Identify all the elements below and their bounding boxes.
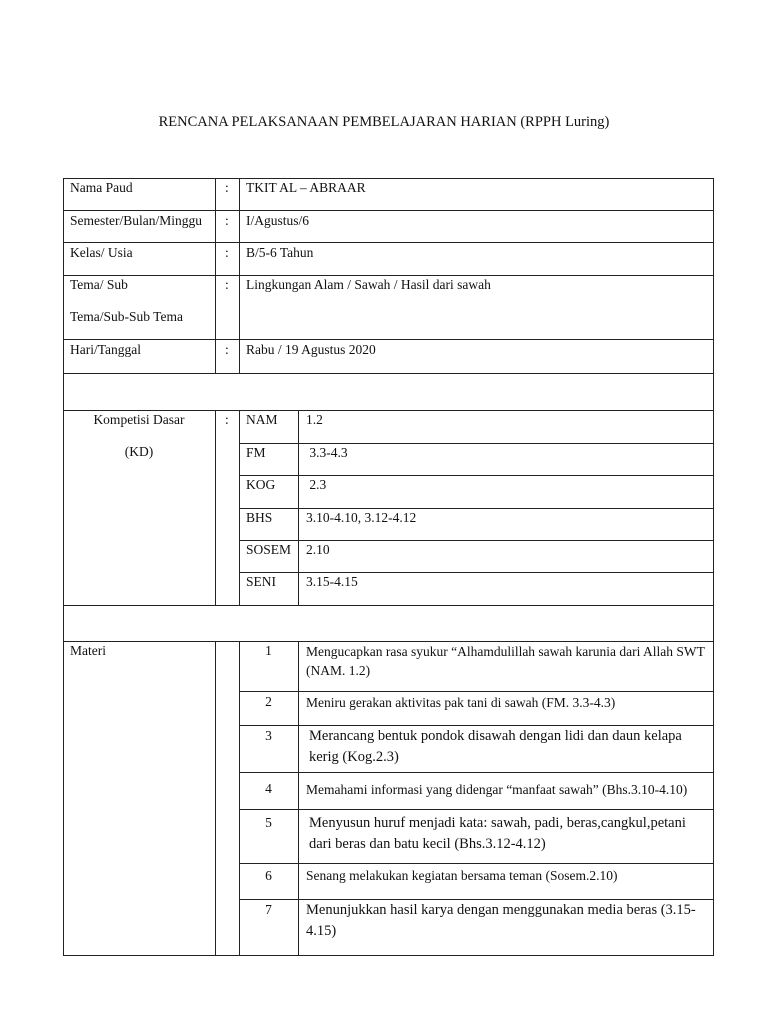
colon: :: [225, 342, 229, 357]
materi-label: Materi: [70, 643, 106, 658]
colon: :: [225, 245, 229, 260]
materi-item: Merancang bentuk pondok disawah dengan lidi dan daun kelapa kerig (Kog.2.3): [309, 728, 682, 765]
kd-code: NAM: [246, 412, 278, 427]
kd-row-divider: [239, 443, 714, 444]
kd-value: 2.3: [306, 477, 327, 492]
materi-row-divider: [239, 691, 714, 692]
materi-row-divider: [239, 863, 714, 864]
kd-code: SOSEM: [246, 542, 292, 557]
materi-item: Memahami informasi yang didengar “manfaat sawah” (Bhs.3.10-4.10): [306, 782, 688, 797]
kd-code: BHS: [246, 510, 273, 525]
row-divider: [63, 242, 714, 243]
kd-value: 1.2: [306, 412, 323, 427]
colon: :: [225, 180, 229, 195]
materi-row-divider: [239, 809, 714, 810]
col-divider: [215, 641, 216, 956]
hari-tanggal-value: Rabu / 19 Agustus 2020: [246, 342, 376, 357]
semester-value: I/Agustus/6: [246, 213, 310, 228]
materi-number: 3: [265, 728, 272, 743]
materi-number: 1: [265, 643, 272, 658]
materi-item: Mengucapkan rasa syukur “Alhamdulillah sawah karunia dari Allah SWT (NAM. 1.2): [306, 644, 705, 678]
materi-item: Senang melakukan kegiatan bersama teman (Sosem.2.10): [306, 868, 618, 883]
colon: :: [225, 277, 229, 292]
materi-item: Menyusun huruf menjadi kata: sawah, padi, beras,cangkul,petani dari beras dan batu kecil (Bhs.3.12-4.12): [309, 815, 686, 852]
materi-item: Menunjukkan hasil karya dengan menggunakan media beras (3.15-4.15): [306, 902, 696, 939]
row-divider: [63, 410, 714, 411]
row-divider: [63, 275, 714, 276]
col-divider: [215, 410, 216, 605]
kd-label-line-1: Kompetisi Dasar: [93, 412, 185, 427]
nama-paud-label: Nama Paud: [70, 180, 133, 195]
semester-label: Semester/Bulan/Minggu: [70, 213, 202, 228]
tema-label-line-2: Tema/Sub-Sub Tema: [70, 309, 183, 324]
kd-row-divider: [239, 475, 714, 476]
materi-number: 2: [265, 694, 272, 709]
kd-code: KOG: [246, 477, 276, 492]
tema-label-line-1: Tema/ Sub: [70, 277, 128, 292]
kd-code: SENI: [246, 574, 276, 589]
col-divider: [215, 178, 216, 373]
hari-tanggal-label: Hari/Tanggal: [70, 342, 142, 357]
row-divider: [63, 210, 714, 211]
colon: :: [225, 213, 229, 228]
row-divider: [63, 339, 714, 340]
kd-row-divider: [239, 572, 714, 573]
materi-number: 4: [265, 781, 272, 796]
row-divider: [63, 373, 714, 374]
materi-number: 5: [265, 815, 272, 830]
kd-value: 3.3-4.3: [306, 445, 348, 460]
kd-value: 3.10-4.10, 3.12-4.12: [306, 510, 417, 525]
kelas-usia-label: Kelas/ Usia: [70, 245, 133, 260]
colon: :: [225, 412, 229, 427]
kelas-usia-value: B/5-6 Tahun: [246, 245, 314, 260]
col-divider: [239, 178, 240, 373]
kd-label-line-2: (KD): [124, 444, 154, 459]
kd-row-divider: [239, 540, 714, 541]
row-divider: [63, 605, 714, 606]
materi-row-divider: [239, 772, 714, 773]
document-title: RENCANA PELAKSANAAN PEMBELAJARAN HARIAN (RPPH Luring): [158, 114, 610, 130]
nama-paud-value: TKIT AL – ABRAAR: [246, 180, 366, 195]
materi-number: 6: [265, 868, 272, 883]
col-divider: [298, 641, 299, 956]
kd-row-divider: [239, 508, 714, 509]
tema-value: Lingkungan Alam / Sawah / Hasil dari sawah: [246, 277, 491, 292]
kd-value: 3.15-4.15: [306, 574, 358, 589]
materi-number: 7: [265, 902, 272, 917]
kd-value: 2.10: [306, 542, 330, 557]
kd-code: FM: [246, 445, 266, 460]
materi-item: Meniru gerakan aktivitas pak tani di sawah (FM. 3.3-4.3): [306, 695, 616, 710]
